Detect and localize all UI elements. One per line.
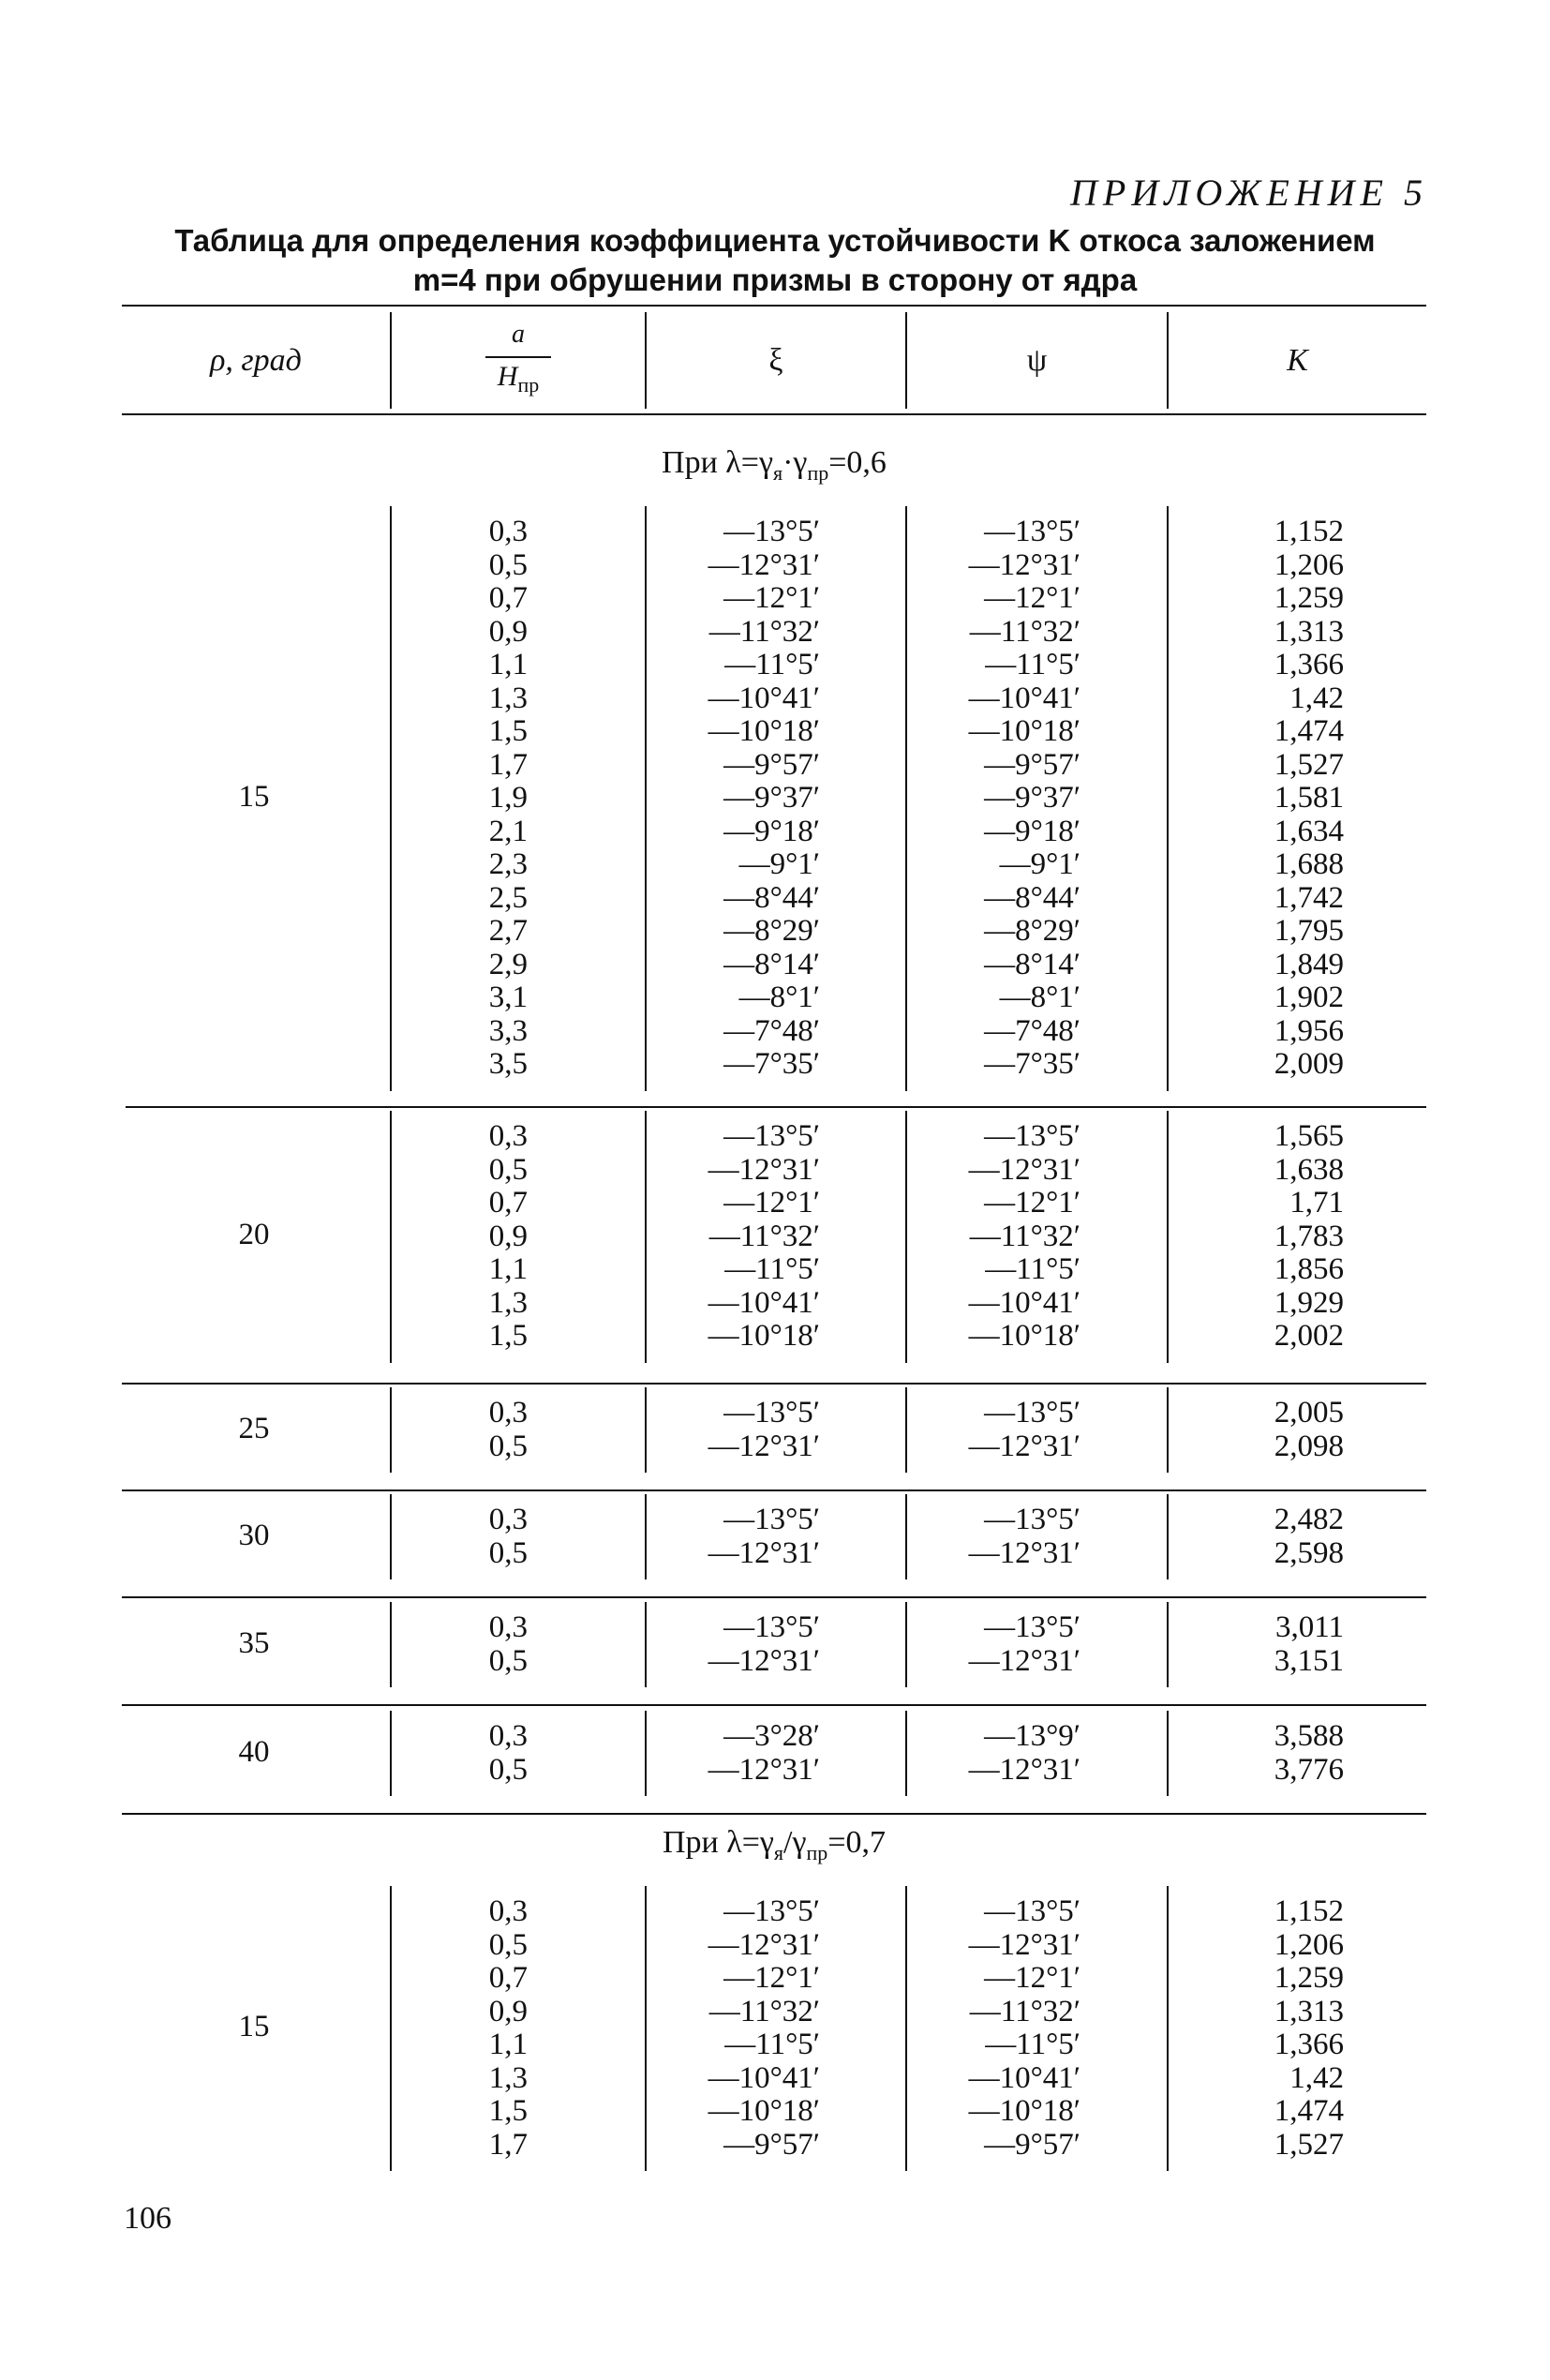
k-column bbox=[1169, 1504, 1344, 1570]
psi-value: —12°1′ bbox=[984, 1961, 1081, 1995]
psi-value: —12°31′ bbox=[968, 547, 1081, 582]
k-value: 1,795 bbox=[1274, 914, 1344, 948]
xi-column bbox=[647, 1504, 820, 1570]
k-column bbox=[1169, 1720, 1344, 1787]
psi-value: —12°31′ bbox=[968, 1152, 1081, 1187]
ratio-column bbox=[392, 1504, 528, 1570]
k-value: 1,206 bbox=[1274, 547, 1344, 582]
ratio-value: 0,5 bbox=[488, 1643, 528, 1678]
psi-value: —10°41′ bbox=[968, 1285, 1081, 1320]
xi-value: —12°1′ bbox=[723, 1961, 820, 1995]
ratio-column bbox=[392, 1720, 528, 1787]
xi-value: —12°31′ bbox=[708, 1752, 820, 1787]
psi-value: —12°1′ bbox=[984, 1186, 1081, 1220]
section-label-lambda-0-7: При $\lambda=\gamma_я/\gamma_{пр}=0,7$ bbox=[662, 1825, 886, 1864]
k-value: 1,527 bbox=[1274, 747, 1344, 782]
ratio-value: 1,9 bbox=[488, 781, 528, 815]
xi-value: —10°18′ bbox=[708, 1319, 820, 1353]
psi-column bbox=[907, 1504, 1081, 1570]
psi-value: —10°41′ bbox=[968, 2060, 1081, 2095]
psi-value: —11°5′ bbox=[985, 648, 1081, 681]
ratio-value: 2,1 bbox=[488, 814, 528, 848]
xi-value: —11°32′ bbox=[708, 1994, 820, 2028]
k-value: 1,474 bbox=[1274, 2094, 1344, 2128]
ratio-value: 0,3 bbox=[488, 1719, 528, 1753]
psi-column bbox=[907, 1120, 1081, 1354]
psi-value: —11°32′ bbox=[969, 614, 1081, 649]
xi-value: —9°37′ bbox=[723, 781, 820, 815]
psi-value: —11°32′ bbox=[969, 1219, 1081, 1253]
k-value: 3,588 bbox=[1274, 1719, 1344, 1753]
xi-value: —10°41′ bbox=[708, 2060, 820, 2095]
psi-value: —13°9′ bbox=[984, 1719, 1081, 1753]
k-column bbox=[1169, 1611, 1344, 1678]
xi-value: —9°57′ bbox=[723, 2127, 820, 2162]
ratio-column bbox=[392, 1120, 528, 1354]
ratio-value: 0,9 bbox=[488, 1994, 528, 2028]
ratio-value: 0,5 bbox=[488, 1429, 528, 1463]
rho-value: 35 bbox=[238, 1625, 270, 1660]
psi-value: —9°18′ bbox=[984, 814, 1081, 848]
psi-value: —13°5′ bbox=[984, 1119, 1081, 1153]
k-value: 1,638 bbox=[1274, 1152, 1344, 1187]
rho-value: 15 bbox=[238, 779, 270, 814]
xi-value: —13°5′ bbox=[723, 1610, 820, 1644]
page-number: 106 bbox=[124, 2201, 171, 2236]
xi-value: —11°32′ bbox=[708, 614, 820, 649]
ratio-value: 1,5 bbox=[488, 714, 528, 748]
header-k: K bbox=[1287, 342, 1308, 378]
k-value: 1,366 bbox=[1274, 2028, 1344, 2061]
header-ratio-denominator-sub: пр bbox=[517, 373, 540, 397]
k-value: 3,151 bbox=[1274, 1643, 1344, 1678]
rho-value: 20 bbox=[238, 1218, 270, 1252]
ratio-value: 0,3 bbox=[488, 1503, 528, 1536]
xi-value: —13°5′ bbox=[723, 1503, 820, 1536]
k-value: 3,011 bbox=[1274, 1610, 1344, 1644]
group-separator-rule bbox=[122, 1704, 1426, 1706]
ratio-column bbox=[392, 1397, 528, 1463]
k-value: 1,42 bbox=[1289, 681, 1344, 715]
psi-value: —12°31′ bbox=[968, 1643, 1081, 1678]
header-ratio bbox=[392, 307, 645, 414]
ratio-value: 0,5 bbox=[488, 547, 528, 582]
xi-value: —10°18′ bbox=[708, 714, 820, 748]
psi-value: —13°5′ bbox=[984, 1396, 1081, 1429]
ratio-value: 1,3 bbox=[488, 2060, 528, 2095]
rho-value: 25 bbox=[238, 1411, 270, 1445]
psi-value: —9°57′ bbox=[984, 747, 1081, 782]
header-ratio-numerator: a bbox=[512, 320, 525, 349]
psi-value: —10°18′ bbox=[968, 1319, 1081, 1353]
k-value: 1,565 bbox=[1274, 1119, 1344, 1153]
k-value: 1,152 bbox=[1274, 515, 1344, 548]
table-title bbox=[122, 221, 1428, 300]
k-column bbox=[1169, 516, 1344, 1082]
xi-value: —11°5′ bbox=[724, 648, 820, 681]
k-column bbox=[1169, 1120, 1344, 1354]
psi-value: —11°5′ bbox=[985, 2028, 1081, 2061]
rho-value: 40 bbox=[238, 1734, 270, 1769]
xi-value: —7°35′ bbox=[723, 1047, 820, 1081]
k-value: 2,002 bbox=[1274, 1319, 1344, 1353]
k-value: 1,688 bbox=[1274, 847, 1344, 881]
xi-value: —12°1′ bbox=[723, 581, 820, 615]
psi-value: —8°29′ bbox=[984, 914, 1081, 948]
psi-column bbox=[907, 516, 1081, 1082]
psi-value: —10°18′ bbox=[968, 2094, 1081, 2128]
table-title-line-1: Таблица для определения коэффициента устойчивости K откоса заложением bbox=[174, 223, 1376, 258]
k-value: 1,527 bbox=[1274, 2127, 1344, 2162]
ratio-value: 0,3 bbox=[488, 1610, 528, 1644]
k-column bbox=[1169, 1895, 1344, 2162]
xi-column bbox=[647, 1611, 820, 1678]
xi-column bbox=[647, 1397, 820, 1463]
xi-value: —7°48′ bbox=[723, 1013, 820, 1048]
group-separator-rule bbox=[122, 1596, 1426, 1598]
section-label-lambda-0-6: При $\lambda=\gamma_я\cdot\gamma_{пр}=0,6$ bbox=[662, 445, 887, 485]
ratio-value: 0,7 bbox=[488, 1186, 528, 1220]
xi-column bbox=[647, 1120, 820, 1354]
psi-value: —9°1′ bbox=[999, 847, 1081, 881]
psi-value: —13°5′ bbox=[984, 515, 1081, 548]
psi-value: —12°31′ bbox=[968, 1429, 1081, 1463]
ratio-value: 0,3 bbox=[488, 1396, 528, 1429]
ratio-value: 0,5 bbox=[488, 1752, 528, 1787]
k-value: 1,581 bbox=[1274, 781, 1344, 815]
ratio-value: 0,5 bbox=[488, 1927, 528, 1962]
k-value: 2,598 bbox=[1274, 1535, 1344, 1570]
xi-column bbox=[647, 1720, 820, 1787]
xi-value: —12°31′ bbox=[708, 1429, 820, 1463]
xi-value: —11°32′ bbox=[708, 1219, 820, 1253]
psi-column bbox=[907, 1895, 1081, 2162]
ratio-value: 3,3 bbox=[488, 1013, 528, 1048]
k-value: 1,259 bbox=[1274, 1961, 1344, 1995]
k-value: 1,742 bbox=[1274, 880, 1344, 915]
ratio-column bbox=[392, 1611, 528, 1678]
xi-value: —12°31′ bbox=[708, 547, 820, 582]
k-value: 1,474 bbox=[1274, 714, 1344, 748]
psi-value: —7°35′ bbox=[984, 1047, 1081, 1081]
psi-value: —13°5′ bbox=[984, 1610, 1081, 1644]
k-value: 1,152 bbox=[1274, 1894, 1344, 1928]
psi-column bbox=[907, 1720, 1081, 1787]
psi-value: —12°31′ bbox=[968, 1927, 1081, 1962]
xi-value: —8°14′ bbox=[723, 947, 820, 981]
psi-column bbox=[907, 1397, 1081, 1463]
psi-value: —11°32′ bbox=[969, 1994, 1081, 2028]
psi-value: —12°31′ bbox=[968, 1535, 1081, 1570]
k-value: 1,929 bbox=[1274, 1285, 1344, 1320]
ratio-value: 2,7 bbox=[488, 914, 528, 948]
ratio-value: 0,9 bbox=[488, 1219, 528, 1253]
k-value: 1,71 bbox=[1289, 1186, 1344, 1220]
k-value: 1,956 bbox=[1274, 1013, 1344, 1048]
psi-value: —12°1′ bbox=[984, 581, 1081, 615]
k-value: 1,849 bbox=[1274, 947, 1344, 981]
xi-value: —13°5′ bbox=[723, 1119, 820, 1153]
psi-value: —9°37′ bbox=[984, 781, 1081, 815]
psi-value: —7°48′ bbox=[984, 1013, 1081, 1048]
psi-value: —10°41′ bbox=[968, 681, 1081, 715]
ratio-value: 1,1 bbox=[488, 1252, 528, 1286]
ratio-value: 0,7 bbox=[488, 581, 528, 615]
xi-value: —9°57′ bbox=[723, 747, 820, 782]
ratio-value: 0,7 bbox=[488, 1961, 528, 1995]
xi-value: —12°31′ bbox=[708, 1643, 820, 1678]
xi-value: —3°28′ bbox=[723, 1719, 820, 1753]
k-value: 2,482 bbox=[1274, 1503, 1344, 1536]
xi-value: —13°5′ bbox=[723, 1894, 820, 1928]
k-value: 2,009 bbox=[1274, 1047, 1344, 1081]
psi-value: —9°57′ bbox=[984, 2127, 1081, 2162]
k-value: 1,206 bbox=[1274, 1927, 1344, 1962]
group-separator-rule bbox=[126, 1106, 1426, 1108]
xi-value: —12°31′ bbox=[708, 1535, 820, 1570]
group-separator-rule bbox=[122, 1383, 1426, 1385]
header-xi: ξ bbox=[768, 342, 783, 378]
rho-value: 15 bbox=[238, 2010, 270, 2043]
xi-value: —13°5′ bbox=[723, 515, 820, 548]
k-value: 1,783 bbox=[1274, 1219, 1344, 1253]
xi-value: —11°5′ bbox=[724, 2028, 820, 2061]
ratio-value: 0,3 bbox=[488, 515, 528, 548]
group-separator-rule bbox=[122, 1813, 1426, 1815]
group-separator-rule bbox=[122, 1489, 1426, 1491]
xi-value: —12°31′ bbox=[708, 1152, 820, 1187]
k-value: 3,776 bbox=[1274, 1752, 1344, 1787]
k-value: 2,005 bbox=[1274, 1396, 1344, 1429]
ratio-value: 1,3 bbox=[488, 1285, 528, 1320]
psi-value: —13°5′ bbox=[984, 1894, 1081, 1928]
fraction-bar bbox=[485, 356, 551, 358]
ratio-value: 3,5 bbox=[488, 1047, 528, 1081]
xi-column bbox=[647, 516, 820, 1082]
k-value: 1,856 bbox=[1274, 1252, 1344, 1286]
ratio-value: 0,5 bbox=[488, 1535, 528, 1570]
ratio-value: 1,7 bbox=[488, 2127, 528, 2162]
k-value: 1,902 bbox=[1274, 980, 1344, 1014]
psi-value: —13°5′ bbox=[984, 1503, 1081, 1536]
xi-value: —8°44′ bbox=[723, 880, 820, 915]
psi-value: —12°31′ bbox=[968, 1752, 1081, 1787]
xi-value: —11°5′ bbox=[724, 1252, 820, 1286]
header-rho: ρ, град bbox=[210, 342, 302, 378]
ratio-value: 1,3 bbox=[488, 681, 528, 715]
appendix-label: ПРИЛОЖЕНИЕ 5 bbox=[1070, 172, 1428, 214]
rho-value: 30 bbox=[238, 1518, 270, 1552]
k-column bbox=[1169, 1397, 1344, 1463]
k-value: 1,42 bbox=[1289, 2060, 1344, 2095]
ratio-value: 1,5 bbox=[488, 1319, 528, 1353]
ratio-column bbox=[392, 1895, 528, 2162]
psi-value: —11°5′ bbox=[985, 1252, 1081, 1286]
ratio-value: 0,5 bbox=[488, 1152, 528, 1187]
ratio-value: 2,9 bbox=[488, 947, 528, 981]
ratio-column bbox=[392, 516, 528, 1082]
k-value: 1,313 bbox=[1274, 614, 1344, 649]
xi-value: —10°18′ bbox=[708, 2094, 820, 2128]
xi-value: —9°1′ bbox=[738, 847, 820, 881]
k-value: 1,366 bbox=[1274, 648, 1344, 681]
k-value: 1,313 bbox=[1274, 1994, 1344, 2028]
psi-value: —8°14′ bbox=[984, 947, 1081, 981]
psi-column bbox=[907, 1611, 1081, 1678]
ratio-value: 0,3 bbox=[488, 1119, 528, 1153]
psi-value: —10°18′ bbox=[968, 714, 1081, 748]
ratio-value: 1,1 bbox=[488, 648, 528, 681]
ratio-value: 1,5 bbox=[488, 2094, 528, 2128]
psi-value: —8°1′ bbox=[999, 980, 1081, 1014]
ratio-value: 0,3 bbox=[488, 1894, 528, 1928]
xi-value: —12°31′ bbox=[708, 1927, 820, 1962]
ratio-value: 0,9 bbox=[488, 614, 528, 649]
k-value: 2,098 bbox=[1274, 1429, 1344, 1463]
xi-value: —13°5′ bbox=[723, 1396, 820, 1429]
xi-value: —10°41′ bbox=[708, 1285, 820, 1320]
ratio-value: 2,5 bbox=[488, 880, 528, 915]
ratio-value: 1,7 bbox=[488, 747, 528, 782]
header-ratio-denominator: H bbox=[497, 361, 518, 392]
ratio-value: 1,1 bbox=[488, 2028, 528, 2061]
xi-column bbox=[647, 1895, 820, 2162]
ratio-value: 2,3 bbox=[488, 847, 528, 881]
table-title-line-2: m=4 при обрушении призмы в сторону от ядра bbox=[412, 262, 1138, 297]
xi-value: —8°29′ bbox=[723, 914, 820, 948]
ratio-value: 3,1 bbox=[488, 980, 528, 1014]
xi-value: —9°18′ bbox=[723, 814, 820, 848]
xi-value: —10°41′ bbox=[708, 681, 820, 715]
xi-value: —8°1′ bbox=[738, 980, 820, 1014]
xi-value: —12°1′ bbox=[723, 1186, 820, 1220]
header-psi: ψ bbox=[1026, 342, 1048, 378]
k-value: 1,259 bbox=[1274, 581, 1344, 615]
k-value: 1,634 bbox=[1274, 814, 1344, 848]
psi-value: —8°44′ bbox=[984, 880, 1081, 915]
